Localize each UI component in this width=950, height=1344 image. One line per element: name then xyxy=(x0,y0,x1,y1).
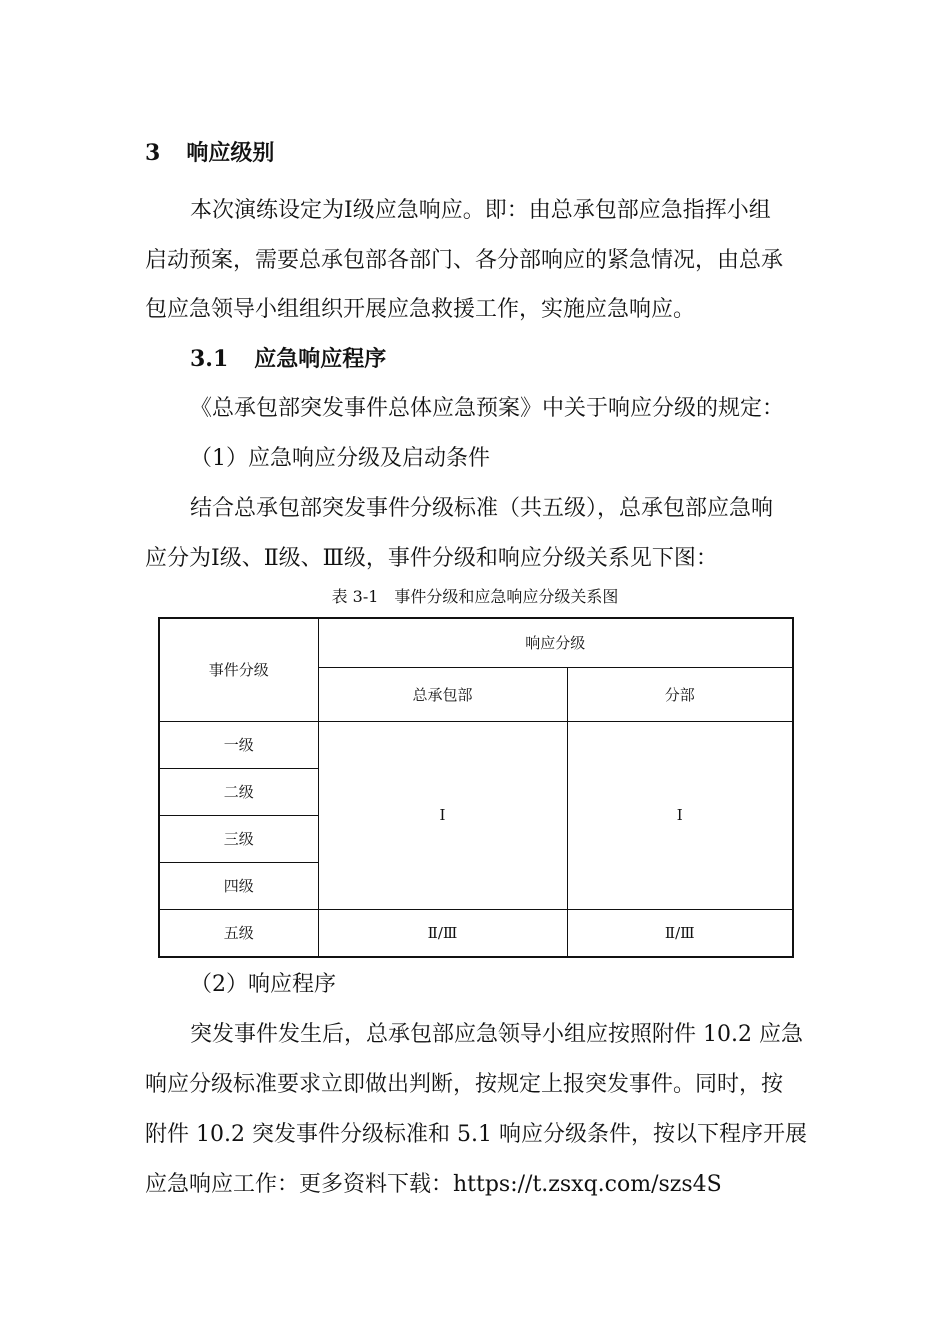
hq-response-cell: Ⅱ/Ⅲ xyxy=(318,909,567,957)
item1-line-2: 应分为Ⅰ级、Ⅱ级、Ⅲ级，事件分级和响应分级关系见下图： xyxy=(145,546,718,571)
event-level-cell: 四级 xyxy=(159,862,318,909)
table-caption: 表 3-1 事件分级和应急响应分级关系图 xyxy=(331,587,619,606)
item2-title: （2）响应程序 xyxy=(190,972,336,997)
intro-line-3: 包应急领导小组组织开展应急救援工作，实施应急响应。 xyxy=(145,297,696,322)
hq-response-cell: Ⅰ xyxy=(318,721,567,909)
section-number: 3 xyxy=(145,140,161,166)
header-hq: 总承包部 xyxy=(318,667,567,721)
branch-response-cell: Ⅰ xyxy=(567,721,793,909)
intro-line-2: 启动预案，需要总承包部各部门、各分部响应的紧急情况，由总承 xyxy=(145,248,784,273)
item2-line-2: 响应分级标准要求立即做出判断，按规定上报突发事件。同时，按 xyxy=(145,1072,784,1097)
table-header-row-1 xyxy=(159,618,793,667)
section-heading xyxy=(145,138,815,168)
item1-title: （1）应急响应分级及启动条件 xyxy=(190,446,490,471)
header-response-level: 响应分级 xyxy=(318,618,793,667)
event-level-cell: 五级 xyxy=(159,909,318,957)
event-level-cell: 一级 xyxy=(159,721,318,768)
intro-line-1: 本次演练设定为Ⅰ级应急响应。即：由总承包部应急指挥小组 xyxy=(190,198,771,223)
section-title: 响应级别 xyxy=(186,140,275,166)
header-event-level: 事件分级 xyxy=(159,618,318,721)
item1-line-1: 结合总承包部突发事件分级标准（共五级），总承包部应急响 xyxy=(190,496,774,521)
subsection-number: 3.1 xyxy=(190,346,229,372)
table-row xyxy=(159,909,793,957)
table-row xyxy=(159,721,793,768)
item2-line-3: 附件 10.2 突发事件分级标准和 5.1 响应分级条件，按以下程序开展 xyxy=(145,1122,807,1147)
branch-response-cell: Ⅱ/Ⅲ xyxy=(567,909,793,957)
item2-line-4: 应急响应工作：更多资料下载：https://t.zsxq.com/szs4S xyxy=(145,1172,722,1197)
grading-table xyxy=(158,617,794,958)
subsection-heading xyxy=(190,344,860,374)
plan-reference: 《总承包部突发事件总体应急预案》中关于响应分级的规定： xyxy=(190,396,785,421)
event-level-cell: 二级 xyxy=(159,768,318,815)
item2-line-1: 突发事件发生后，总承包部应急领导小组应按照附件 10.2 应急 xyxy=(190,1022,803,1047)
subsection-title: 应急响应程序 xyxy=(254,346,387,372)
event-level-cell: 三级 xyxy=(159,815,318,862)
header-branch: 分部 xyxy=(567,667,793,721)
